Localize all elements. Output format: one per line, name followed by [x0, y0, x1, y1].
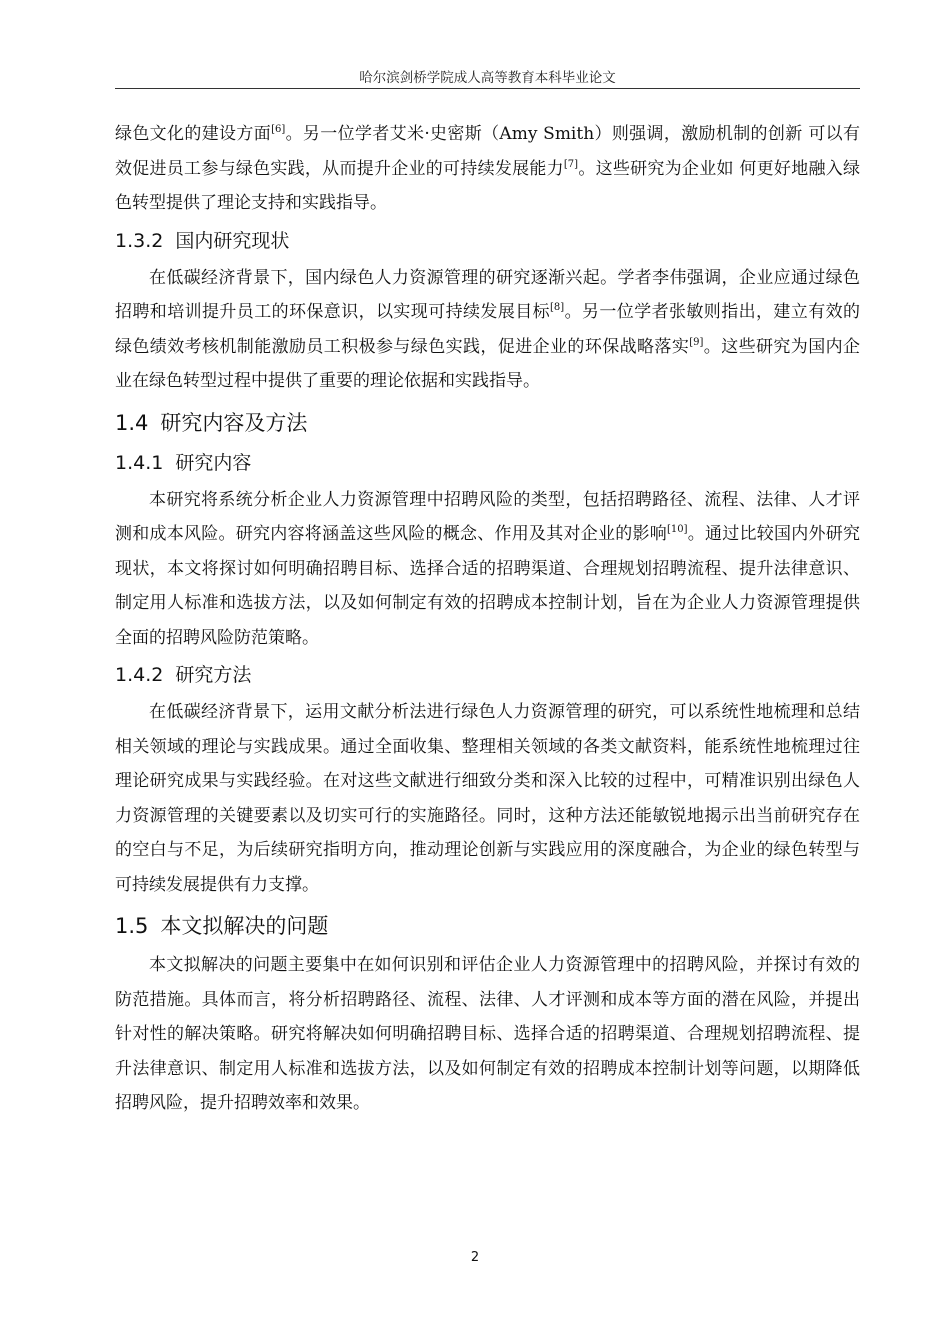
- section-number: 1.4.2: [115, 664, 164, 686]
- citation-ref: [9]: [689, 336, 704, 348]
- citation-ref: [8]: [550, 302, 565, 313]
- section-number: 1.3.2: [115, 229, 164, 252]
- citation-ref: [7]: [563, 158, 579, 170]
- section-heading-1-4-1: [115, 445, 860, 481]
- paragraph-domestic-research: [115, 261, 860, 399]
- section-title: 研究内容及方法: [160, 410, 308, 435]
- section-number: 1.4: [115, 410, 149, 435]
- running-header: 哈尔滨剑桥学院成人高等教育本科毕业论文: [359, 70, 616, 86]
- section-number: 1.5: [115, 914, 149, 938]
- section-title: 国内研究现状: [175, 229, 290, 252]
- paragraph-text: 。这些研究为国内企业在绿色转型过程中提供了重要的理论依据和实践指导。: [115, 336, 861, 391]
- section-heading-1-3-2: [115, 223, 860, 259]
- section-heading-1-4: [115, 405, 860, 441]
- section-title: 本文拟解决的问题: [160, 914, 329, 938]
- page-number: 2: [470, 1250, 480, 1265]
- section-heading-1-5: [115, 908, 860, 944]
- paragraph-problems: 本文拟解决的问题主要集中在如何识别和评估企业人力资源管理中的招聘风险，并探讨有效的防范措施。具体而言，将分析招聘路径、流程、法律、人才评测和成本等方面的潜在风险，并提出针对性的解决策略。研究将解决如何明确招聘目标、选择合适的招聘渠道、合理规划招聘流程、提升法律意识、制定用人标准和选拔方法，以及如何制定有效的招聘成本控制计划等问题，以期降低招聘风险，提升招聘效率和效果。: [115, 955, 860, 1113]
- page-body: [115, 117, 860, 1121]
- paragraph-text: 本研究将系统分析企业人力资源管理中招聘风险的类型，包括招聘路径、流程、法律、人才评测和成本风险。研究内容将涵盖这些风险的概念、作用及其对企业的影响: [115, 489, 860, 544]
- paragraph-text: 在低碳经济背景下，国内绿色人力资源管理的研究逐渐兴起。学者李伟强调，企业应通过绿色招聘和培训提升员工的环保意识，以实现可持续发展目标: [115, 267, 860, 322]
- section-heading-1-4-2: [115, 657, 860, 693]
- paragraph-text: 。这些研究为企业如 何更好地融入绿色转型提供了理论支持和实践指导。: [115, 158, 860, 213]
- paragraph-text: 绿色文化的建设方面: [115, 124, 272, 144]
- section-number: 1.4.1: [115, 451, 164, 474]
- paragraph-research-method: 在低碳经济背景下，运用文献分析法进行绿色人力资源管理的研究，可以系统性地梳理和总结相关领域的理论与实践成果。通过全面收集、整理相关领域的各类文献资料，能系统性地梳理过往理论研究成果与实践经验。在对这些文献进行细致分类和深入比较的过程中，可精准识别出绿色人力资源管理的关键要素以及切实可行的实施路径。同时，这种方法还能敏锐地揭示出当前研究存在的空白与不足，为后续研究指明方向，推动理论创新与实践应用的深度融合，为企业的绿色转型与可持续发展提供有力支撑。: [115, 702, 860, 895]
- paragraph-text: 。另一位学者艾米·史密斯（Amy Smith）则强调，激励机制的创新 可以有效促进员工参与绿色实践，从而提升企业的可持续发展能力: [115, 124, 861, 179]
- section-title: 研究方法: [175, 664, 252, 686]
- paragraph-research-content: [115, 483, 860, 656]
- paragraph-text: 。另一位学者张敏则指出，建立有效的绿色绩效考核机制能激励员工积极参与绿色实践，促进企业的环保战略落实: [115, 302, 860, 357]
- paragraph-text: 。通过比较国内外研究现状，本文将探讨如何明确招聘目标、选择合适的招聘渠道、合理规划招聘流程、提升法律意识、制定用人标准和选拔方法，以及如何制定有效的招聘成本控制计划，旨在为企业人力资源管理提供全面的招聘风险防范策略。: [115, 524, 861, 648]
- section-title: 研究内容: [175, 451, 252, 474]
- citation-ref: [6]: [271, 124, 286, 135]
- paragraph-intro: [115, 117, 860, 221]
- citation-ref: [10]: [666, 524, 688, 535]
- header-rule: [115, 88, 860, 89]
